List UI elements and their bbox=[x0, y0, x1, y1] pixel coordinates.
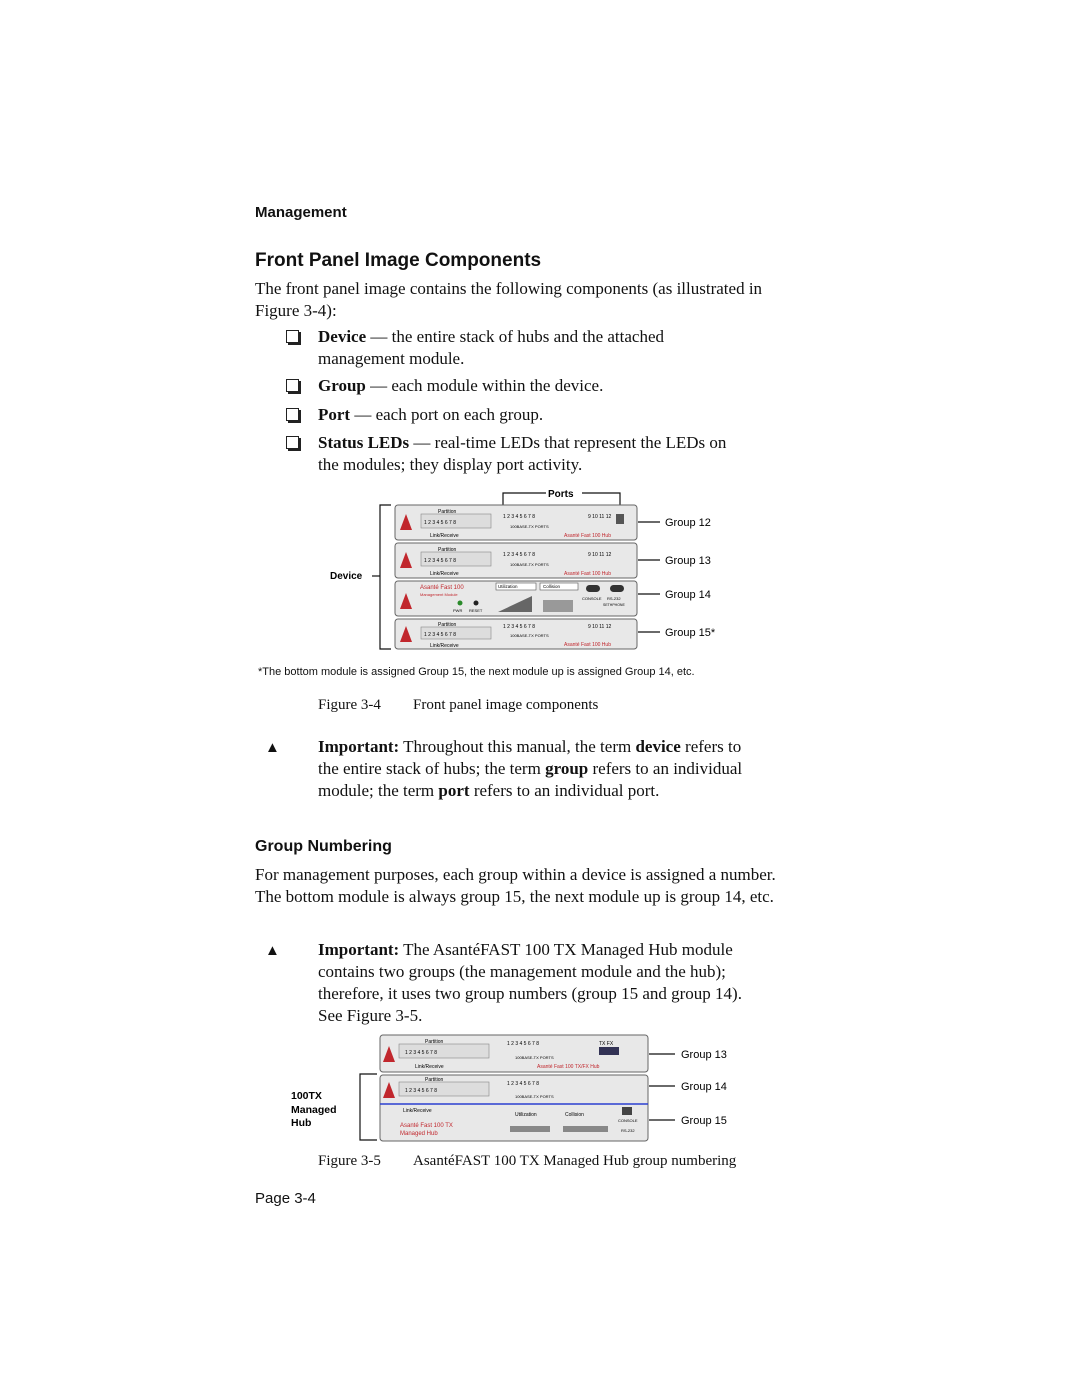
svg-text:1 2 3 4 5 6 7 8: 1 2 3 4 5 6 7 8 bbox=[503, 552, 535, 558]
list-item bbox=[286, 326, 746, 370]
svg-text:100BASE-TX PORTS: 100BASE-TX PORTS bbox=[515, 1094, 554, 1099]
important-note: ▲ Important: The AsantéFAST 100 TX Managed Hub module contains two groups (the management module and the hub); therefore, it uses two group numbers (group 15 and group 14). See Figure 3-5. bbox=[265, 940, 742, 1025]
checkbox-bullet-icon bbox=[286, 408, 299, 421]
svg-text:Partition: Partition bbox=[438, 622, 457, 628]
group-label: Group 14 bbox=[665, 589, 711, 601]
figure-3-5-diagram bbox=[285, 1032, 755, 1147]
svg-text:1 2 3 4 5 6 7 8: 1 2 3 4 5 6 7 8 bbox=[405, 1088, 437, 1094]
collision-meter bbox=[543, 600, 573, 612]
svg-text:1 2 3 4 5 6 7 8: 1 2 3 4 5 6 7 8 bbox=[507, 1081, 539, 1087]
bullet-text: — the entire stack of hubs and the attached management module. bbox=[318, 327, 665, 368]
side-label: Managed bbox=[291, 1104, 337, 1116]
hub-module bbox=[395, 505, 637, 540]
managed-hub-module bbox=[380, 1075, 648, 1141]
bullet-text: — real-time LEDs that represent the LEDs on the modules; they display port activity. bbox=[318, 433, 727, 474]
svg-text:Asanté Fast 100 Hub: Asanté Fast 100 Hub bbox=[564, 571, 611, 577]
side-label: 100TX bbox=[291, 1090, 322, 1102]
group-numbering-paragraph: For management purposes, each group within a device is assigned a number. The bottom module is always group 15, the next module up is group 14, etc. bbox=[255, 865, 776, 906]
hub-module bbox=[395, 619, 637, 649]
page-number: Page 3-4 bbox=[255, 1190, 316, 1207]
warning-triangle-icon: ▲ bbox=[265, 740, 280, 756]
bullet-text: — each port on each group. bbox=[350, 405, 544, 424]
group-label: Group 13 bbox=[681, 1049, 727, 1061]
svg-text:9 10 11 12: 9 10 11 12 bbox=[588, 552, 612, 558]
caption-text: Front panel image components bbox=[413, 697, 599, 713]
ports-label: Ports bbox=[548, 489, 574, 500]
side-label: Hub bbox=[291, 1117, 312, 1129]
bullet-term: Status LEDs bbox=[318, 433, 410, 452]
hub-module bbox=[380, 1035, 648, 1072]
svg-text:Link/Receive: Link/Receive bbox=[403, 1108, 432, 1114]
svg-text:Asanté Fast 100 TX: Asanté Fast 100 TX bbox=[400, 1123, 453, 1129]
svg-text:1 2 3 4 5 6 7 8: 1 2 3 4 5 6 7 8 bbox=[507, 1041, 539, 1047]
svg-text:Link/Receive: Link/Receive bbox=[430, 643, 459, 649]
svg-text:1 2 3 4 5 6 7 8: 1 2 3 4 5 6 7 8 bbox=[503, 624, 535, 630]
svg-text:Partition: Partition bbox=[438, 509, 457, 515]
bullet-text: — each module within the device. bbox=[365, 376, 604, 395]
svg-text:SETHPHONE: SETHPHONE bbox=[603, 603, 625, 607]
checkbox-bullet-icon bbox=[286, 436, 299, 449]
svg-text:CONSOLE: CONSOLE bbox=[618, 1118, 638, 1123]
svg-text:Partition: Partition bbox=[425, 1039, 444, 1045]
bullet-term: Group bbox=[318, 376, 366, 395]
svg-text:100BASE-TX PORTS: 100BASE-TX PORTS bbox=[510, 562, 549, 567]
svg-text:Link/Receive: Link/Receive bbox=[415, 1064, 444, 1070]
svg-text:1 2 3 4 5 6 7 8: 1 2 3 4 5 6 7 8 bbox=[503, 514, 535, 520]
device-label: Device bbox=[330, 571, 363, 582]
bullet-term: Port bbox=[318, 405, 351, 424]
svg-text:Partition: Partition bbox=[438, 547, 457, 553]
caption-number: Figure 3-5 bbox=[318, 1153, 381, 1169]
list-item bbox=[286, 432, 746, 476]
svg-text:TX FX: TX FX bbox=[599, 1041, 614, 1047]
subheading: Group Numbering bbox=[255, 838, 392, 855]
svg-text:1 2 3 4 5 6 7 8: 1 2 3 4 5 6 7 8 bbox=[405, 1050, 437, 1056]
hub-module bbox=[395, 543, 637, 578]
important-note: ▲ Important: Throughout this manual, the term device refers to the entire stack of hubs; the term group refers to an individual module; the term port refers to an individual port. bbox=[265, 737, 743, 800]
checkbox-bullet-icon bbox=[286, 330, 299, 343]
svg-text:100BASE-TX PORTS: 100BASE-TX PORTS bbox=[515, 1055, 554, 1060]
svg-text:Asanté Fast 100: Asanté Fast 100 bbox=[420, 585, 464, 591]
svg-text:CONSOLE: CONSOLE bbox=[582, 596, 602, 601]
group-label: Group 14 bbox=[681, 1081, 727, 1093]
svg-text:1 2 3 4 5 6 7 8: 1 2 3 4 5 6 7 8 bbox=[424, 558, 456, 564]
page-title: Front Panel Image Components bbox=[255, 250, 542, 271]
figure-footnote: *The bottom module is assigned Group 15, the next module up is assigned Group 14, etc. bbox=[258, 666, 695, 678]
group-label: Group 15 bbox=[681, 1115, 727, 1127]
bullet-term: Device bbox=[318, 327, 367, 346]
svg-text:Management Module: Management Module bbox=[420, 592, 458, 597]
intro-paragraph: The front panel image contains the following components (as illustrated in Figure 3-4): bbox=[255, 279, 763, 320]
svg-text:Managed Hub: Managed Hub bbox=[400, 1131, 438, 1137]
figure-caption bbox=[318, 697, 598, 714]
list-item bbox=[286, 375, 746, 397]
checkbox-bullet-icon bbox=[286, 379, 299, 392]
svg-text:RS-232: RS-232 bbox=[621, 1128, 635, 1133]
warning-triangle-icon: ▲ bbox=[265, 943, 280, 959]
svg-text:Asanté Fast 100 Hub: Asanté Fast 100 Hub bbox=[564, 533, 611, 539]
svg-text:PWR: PWR bbox=[453, 608, 463, 613]
svg-text:9 10 11 12: 9 10 11 12 bbox=[588, 624, 612, 630]
svg-text:1 2 3 4 5 6 7 8: 1 2 3 4 5 6 7 8 bbox=[424, 520, 456, 526]
svg-text:100BASE-TX PORTS: 100BASE-TX PORTS bbox=[510, 633, 549, 638]
list-item bbox=[286, 404, 746, 426]
svg-text:RS-232: RS-232 bbox=[607, 596, 621, 601]
management-module bbox=[395, 581, 637, 616]
svg-text:Utilization: Utilization bbox=[498, 584, 518, 589]
group-label: Group 13 bbox=[665, 555, 711, 567]
caption-number: Figure 3-4 bbox=[318, 697, 381, 713]
svg-text:Collision: Collision bbox=[543, 584, 561, 589]
svg-text:Link/Receive: Link/Receive bbox=[430, 533, 459, 539]
svg-text:RESET: RESET bbox=[469, 608, 483, 613]
reset-button-icon bbox=[474, 601, 479, 606]
svg-text:Link/Receive: Link/Receive bbox=[430, 571, 459, 577]
group-label: Group 15* bbox=[665, 627, 716, 639]
svg-text:Partition: Partition bbox=[425, 1077, 444, 1083]
svg-text:Collision: Collision bbox=[565, 1112, 584, 1118]
svg-text:1 2 3 4 5 6 7 8: 1 2 3 4 5 6 7 8 bbox=[424, 632, 456, 638]
svg-text:Asanté Fast 100 TX/FX Hub: Asanté Fast 100 TX/FX Hub bbox=[537, 1064, 600, 1070]
group-label: Group 12 bbox=[665, 517, 711, 529]
svg-text:Asanté Fast 100 Hub: Asanté Fast 100 Hub bbox=[564, 642, 611, 648]
figure-caption bbox=[318, 1153, 736, 1170]
figure-3-4-diagram bbox=[320, 482, 740, 657]
section-label: Management bbox=[255, 204, 347, 221]
power-led-icon bbox=[458, 601, 463, 606]
caption-text: AsantéFAST 100 TX Managed Hub group numbering bbox=[413, 1153, 737, 1169]
svg-text:Utilization: Utilization bbox=[515, 1112, 537, 1118]
svg-text:100BASE-TX PORTS: 100BASE-TX PORTS bbox=[510, 524, 549, 529]
svg-text:9 10 11 12: 9 10 11 12 bbox=[588, 514, 612, 520]
